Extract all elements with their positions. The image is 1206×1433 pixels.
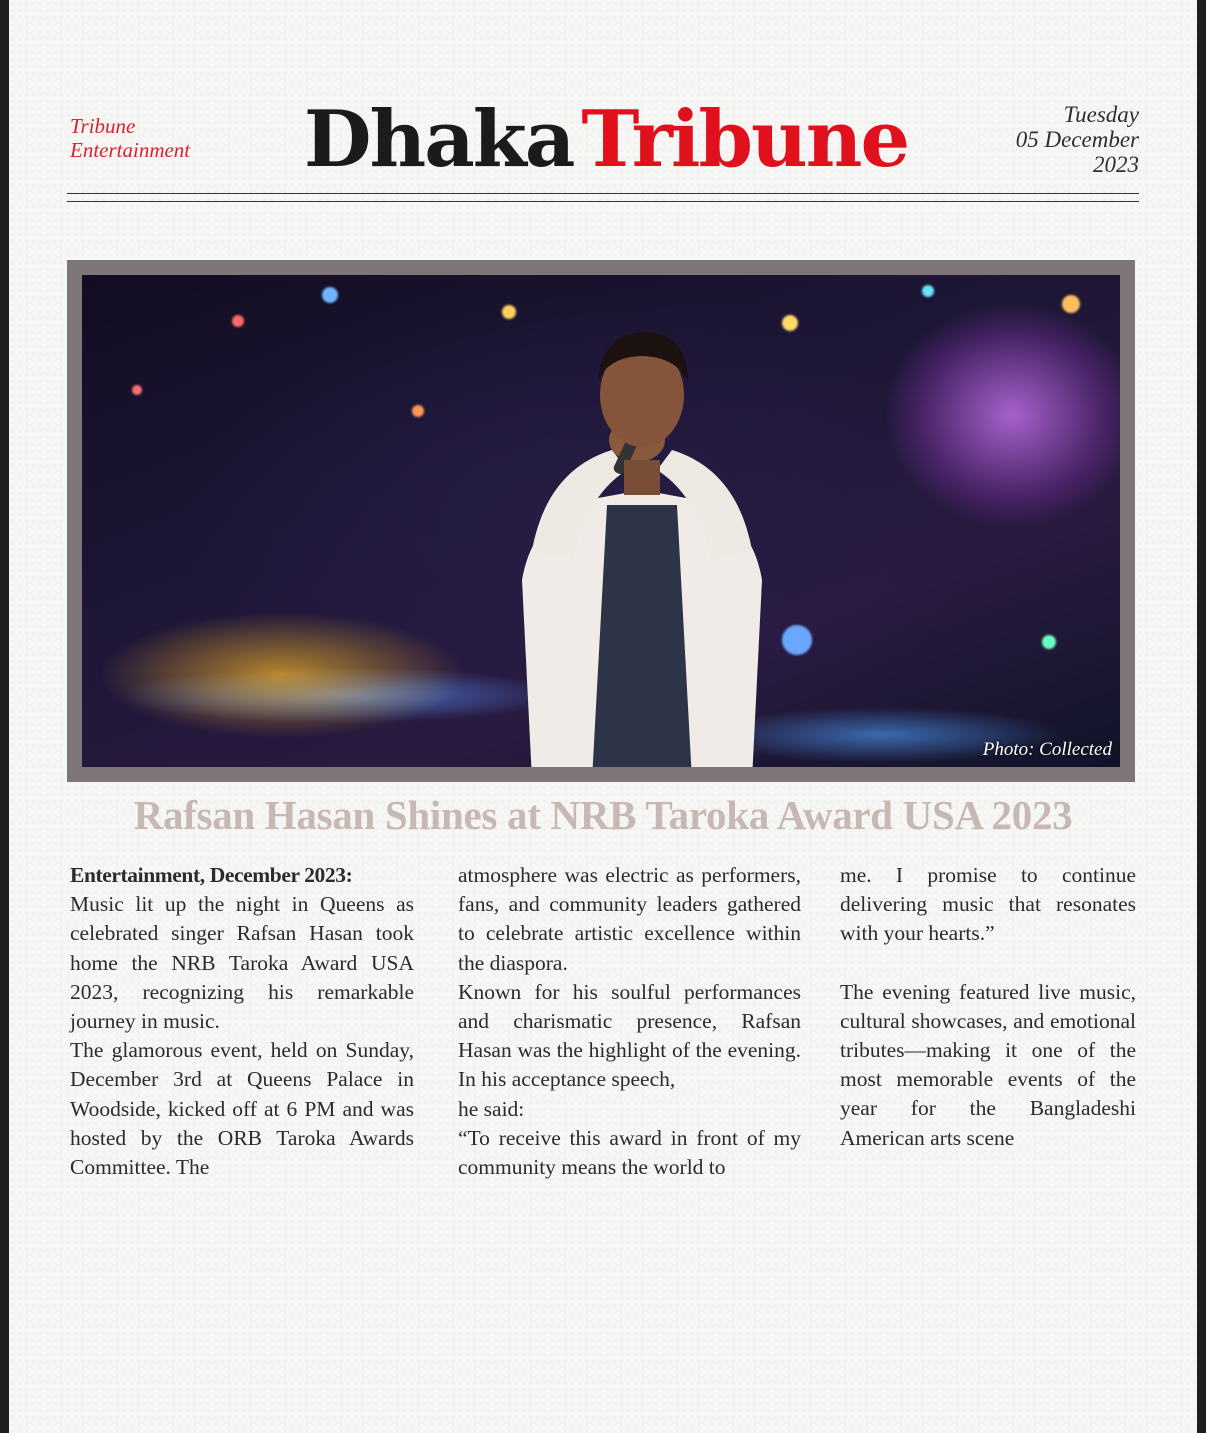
- bokeh-light: [1062, 295, 1080, 313]
- header-rule-top: [67, 193, 1139, 194]
- article-column-2: [458, 861, 801, 1182]
- issue-date: [1016, 102, 1139, 177]
- article-paragraph: “To receive this award in front of my community means the world to: [458, 1125, 801, 1180]
- header-rule-bottom: [67, 201, 1139, 202]
- article-paragraph: The glamorous event, held on Sunday, December 3rd at Queens Palace in Woodside, kicked off at 6 PM and was hosted by the ORB Taroka Awards Committee. The: [70, 1038, 414, 1180]
- article-paragraph: The evening featured live music, cultural showcases, and emotional tributes—making it one of the most memorable events of the year for the Bangladeshi American arts scene: [840, 979, 1136, 1150]
- issue-year: 2023: [1093, 152, 1139, 177]
- masthead-tribune: Tribune: [581, 93, 909, 185]
- bokeh-light: [922, 285, 934, 297]
- photo-credit: Photo: Collected: [982, 739, 1112, 760]
- bokeh-light: [1042, 635, 1056, 649]
- article-column-1: [70, 861, 414, 1182]
- masthead-logo: [281, 92, 931, 187]
- issue-day: Tuesday: [1063, 102, 1139, 127]
- section-label-line2: Entertainment: [70, 138, 191, 162]
- bokeh-light: [412, 405, 424, 417]
- article-dateline: Entertainment, December 2023:: [70, 863, 353, 887]
- paragraph-gap: [840, 949, 1136, 978]
- issue-day-month: 05 December: [1015, 127, 1139, 152]
- article-paragraph: he said:: [458, 1096, 525, 1121]
- article-paragraph: Known for his soulful performances and charismatic presence, Rafsan Hasan was the highlight of the evening. In his acceptance speech,: [458, 979, 801, 1092]
- article-photo: [82, 275, 1120, 767]
- bokeh-light: [502, 305, 516, 319]
- section-label-line1: Tribune: [70, 114, 136, 138]
- section-label: [70, 114, 190, 162]
- article-column-3: [840, 861, 1136, 1153]
- article-paragraph: me. I promise to continue delivering music that resonates with your hearts.”: [840, 863, 1136, 946]
- bokeh-light: [322, 287, 338, 303]
- article-paragraph: atmosphere was electric as performers, fans, and community leaders gathered to celebrate artistic excellence within the diaspora.: [458, 863, 801, 975]
- singer-silhouette: [492, 320, 792, 767]
- masthead-dhaka: Dhaka: [303, 93, 574, 185]
- bokeh-light: [132, 385, 142, 395]
- newspaper-page: [9, 0, 1197, 1433]
- article-headline: Rafsan Hasan Shines at NRB Taroka Award USA 2023: [133, 792, 1073, 838]
- article-paragraph: Music lit up the night in Queens as celebrated singer Rafsan Hasan took home the NRB Taroka Award USA 2023, recognizing his remarkable journey in music.: [70, 892, 414, 1034]
- photo-frame: [67, 260, 1135, 782]
- bokeh-light: [232, 315, 244, 327]
